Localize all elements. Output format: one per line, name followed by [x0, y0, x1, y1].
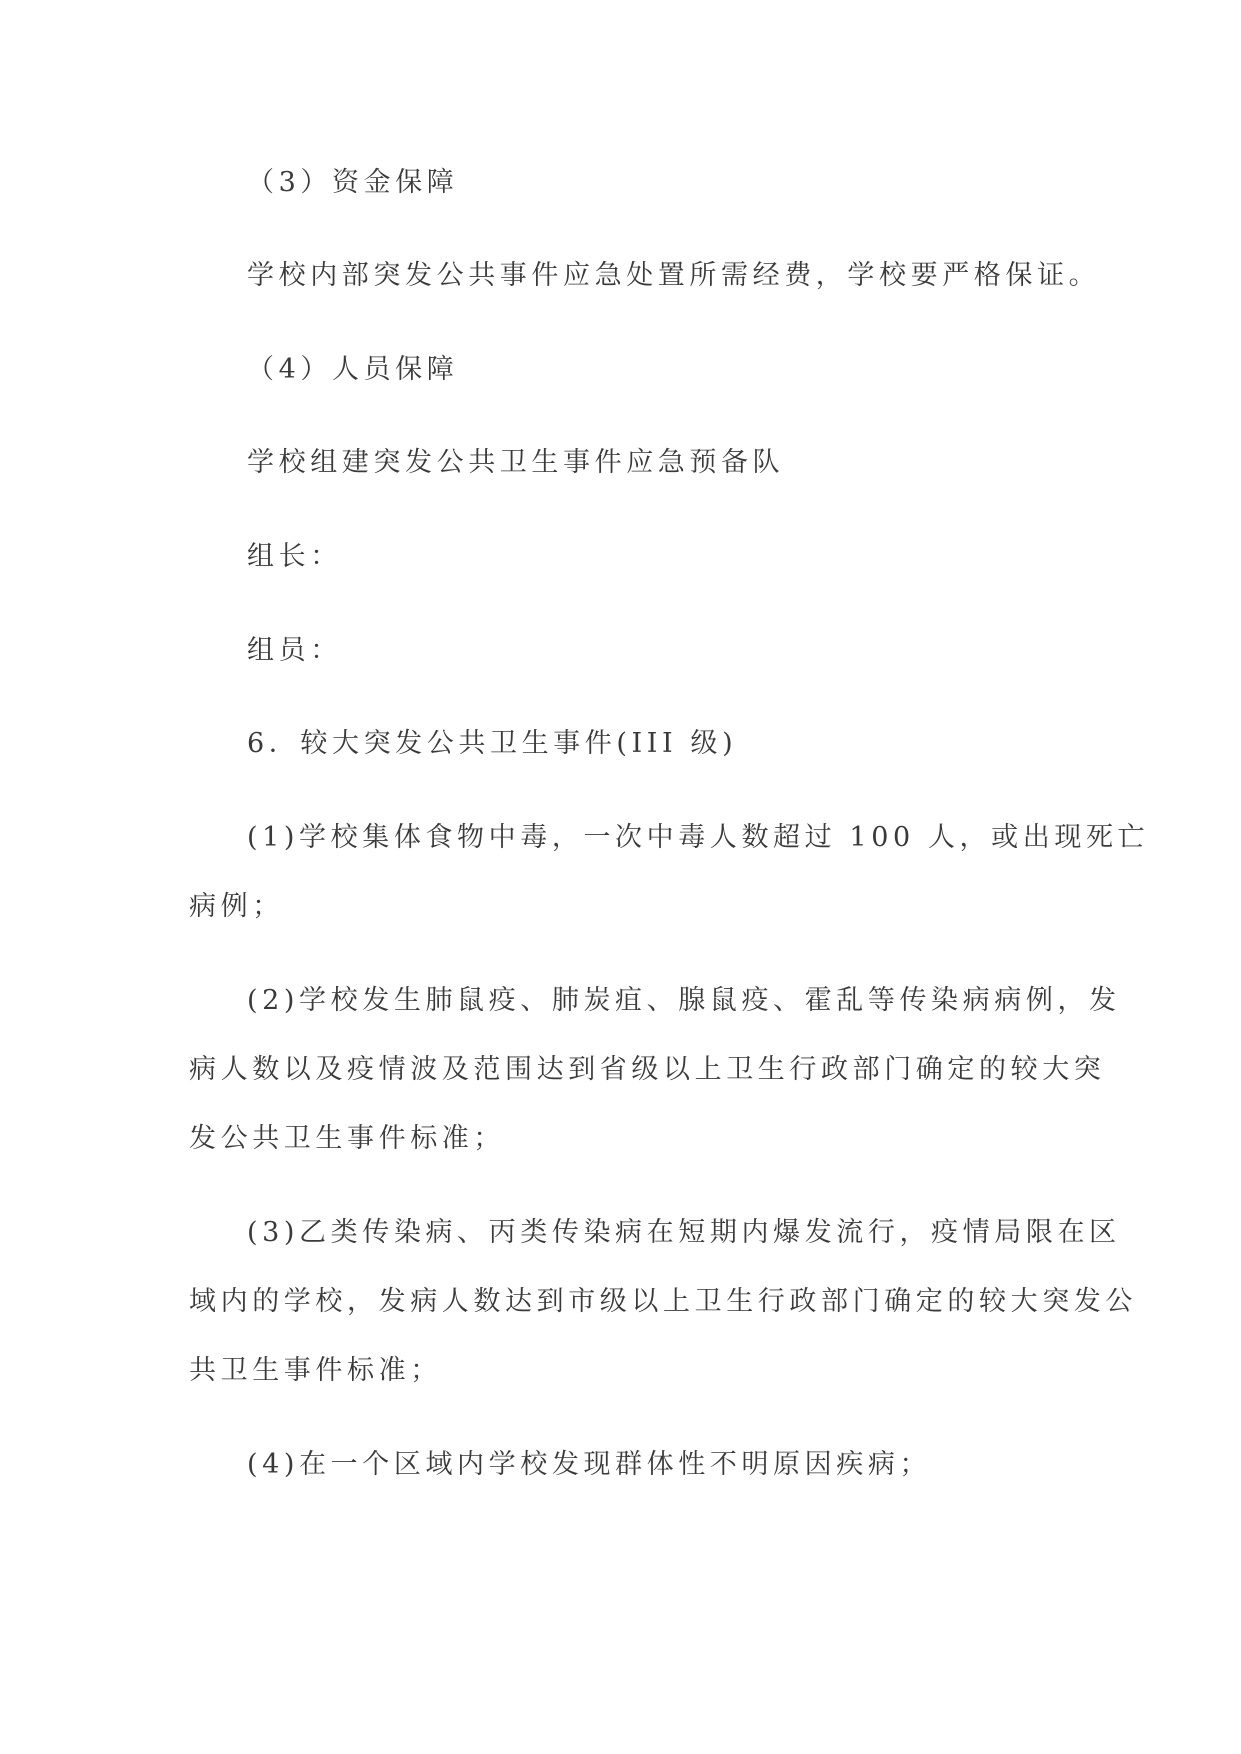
heading-level-three-event: 6．较大突发公共卫生事件(III 级) — [247, 728, 738, 759]
item-3-line-1: (3)乙类传染病、丙类传染病在短期内爆发流行，疫情局限在区 — [247, 1217, 1121, 1248]
item-4-line-1: (4)在一个区域内学校发现群体性不明原因疾病； — [247, 1449, 932, 1480]
item-3-line-2: 域内的学校，发病人数达到市级以上卫生行政部门确定的较大突发公 — [189, 1286, 1137, 1317]
heading-personnel-guarantee: （4）人员保障 — [247, 354, 459, 385]
item-2-line-1: (2)学校发生肺鼠疫、肺炭疽、腺鼠疫、霍乱等传染病病例，发 — [247, 985, 1121, 1016]
item-2-line-2: 病人数以及疫情波及范围达到省级以上卫生行政部门确定的较大突 — [189, 1054, 1106, 1085]
team-leader-label: 组长： — [247, 541, 342, 572]
item-3-line-3: 共卫生事件标准； — [189, 1355, 442, 1386]
heading-funding-guarantee: （3）资金保障 — [247, 167, 459, 198]
paragraph-reserve-team: 学校组建突发公共卫生事件应急预备队 — [247, 447, 785, 478]
team-member-label: 组员： — [247, 635, 342, 666]
item-1-line-1: (1)学校集体食物中毒，一次中毒人数超过 100 人，或出现死亡 — [247, 822, 1150, 853]
paragraph-funding: 学校内部突发公共事件应急处置所需经费，学校要严格保证。 — [247, 260, 1101, 291]
item-2-line-3: 发公共卫生事件标准； — [189, 1123, 505, 1154]
item-1-line-2: 病例； — [189, 891, 284, 922]
